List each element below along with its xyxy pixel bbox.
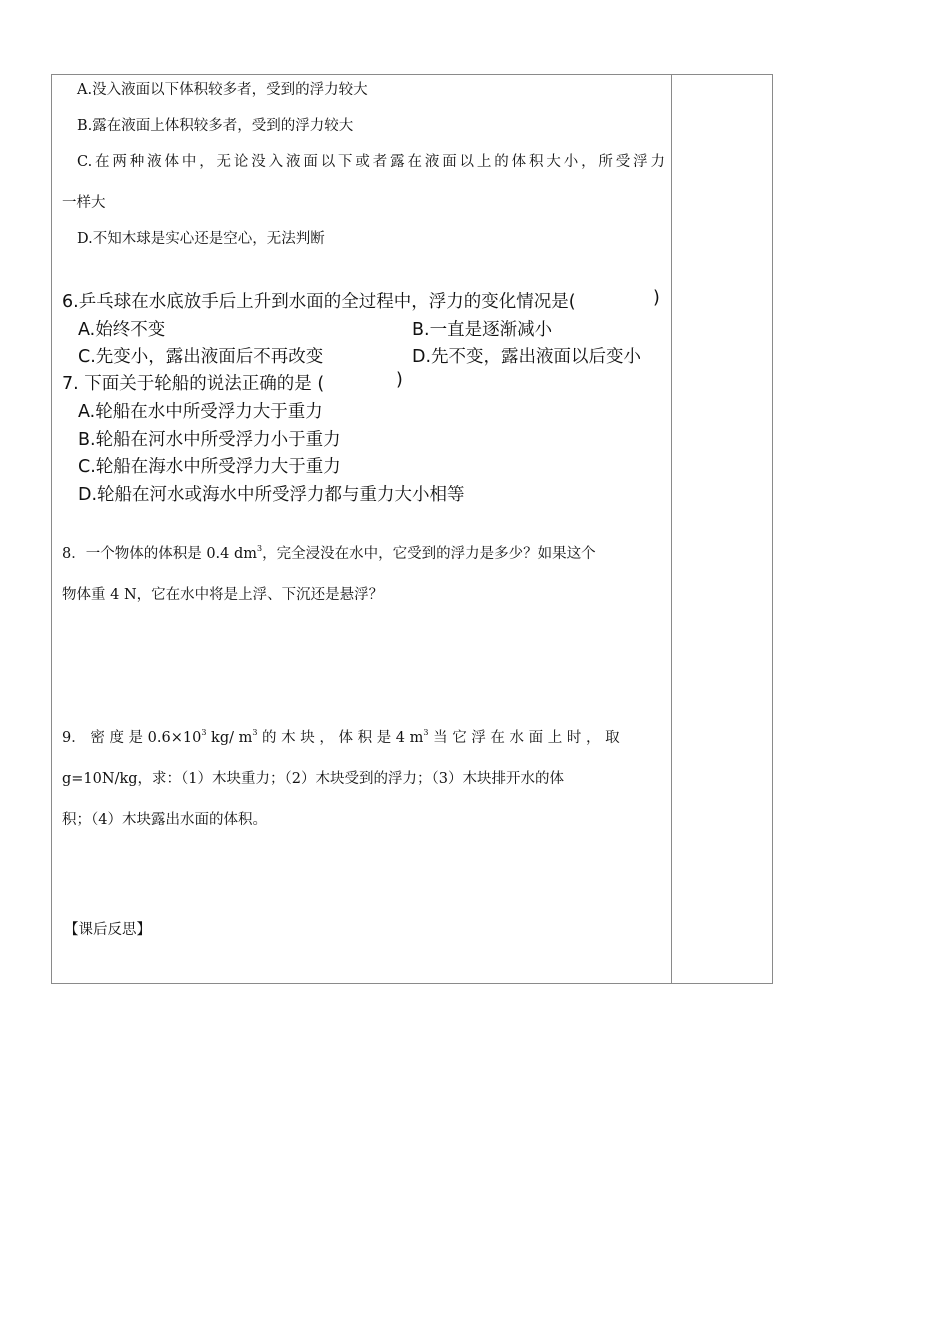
reflection-heading: 【课后反思】 (64, 922, 151, 938)
q5-option-d: D.不知木球是实心还是空心，无法判断 (77, 231, 325, 247)
q6-option-c: C.先变小，露出液面后不再改变 (78, 347, 324, 367)
q9-text-b: kg/ m (206, 730, 253, 746)
q6-option-b: B.一直是逐渐减小 (412, 320, 553, 340)
q8-line-2: 物体重 4 N，它在水中将是上浮、下沉还是悬浮？ (62, 587, 384, 603)
q6-bracket: ) (653, 288, 660, 308)
q7-stem: 7. 下面关于轮船的说法正确的是 ( (62, 374, 325, 394)
q7-bracket: ) (396, 370, 403, 390)
q7-option-a: A.轮船在水中所受浮力大于重力 (78, 402, 323, 422)
q5-option-a: A.没入液面以下体积较多者，受到的浮力较大 (77, 82, 368, 98)
q9-text-d: 当 它 浮 在 水 面 上 时 ， 取 (428, 730, 620, 746)
q9-sup-1: 3 (201, 728, 207, 737)
q5-option-c-cont: 一样大 (62, 195, 106, 211)
q9-sup-3: 3 (423, 728, 429, 737)
q7-option-b: B.轮船在河水中所受浮力小于重力 (78, 430, 341, 450)
q6-stem: 6.乒乓球在水底放手后上升到水面的全过程中，浮力的变化情况是( (62, 292, 576, 312)
column-divider (671, 74, 672, 984)
q8-text-a: 8．一个物体的体积是 0.4 dm (62, 546, 258, 562)
q9-text-c: 的 木 块 ， 体 积 是 4 m (257, 730, 424, 746)
q7-option-c: C.轮船在海水中所受浮力大于重力 (78, 457, 341, 477)
q8-text-b: ，完全浸没在水中，它受到的浮力是多少？如果这个 (262, 546, 596, 562)
q7-option-d: D.轮船在河水或海水中所受浮力都与重力大小相等 (78, 485, 465, 505)
q9-line-3: 积；（4）木块露出水面的体积。 (62, 812, 267, 828)
q8-line-1 (62, 542, 596, 563)
q6-option-d: D.先不变，露出液面以后变小 (412, 347, 642, 367)
q9-sup-2: 3 (252, 728, 258, 737)
q8-sup: 3 (257, 544, 263, 553)
worksheet-table (51, 74, 773, 984)
q9-line-2: g=10N/kg，求：（1）木块重力；（2）木块受到的浮力；（3）木块排开水的体 (62, 771, 564, 787)
q5-option-b: B.露在液面上体积较多者，受到的浮力较大 (77, 118, 354, 134)
q9-line-1 (62, 726, 664, 747)
q5-option-c: C.在两种液体中，无论没入液面以下或者露在液面以上的体积大小，所受浮力 (77, 154, 665, 170)
q6-option-a: A.始终不变 (78, 320, 166, 340)
q9-text-a: 9． 密 度 是 0.6×10 (62, 730, 202, 746)
